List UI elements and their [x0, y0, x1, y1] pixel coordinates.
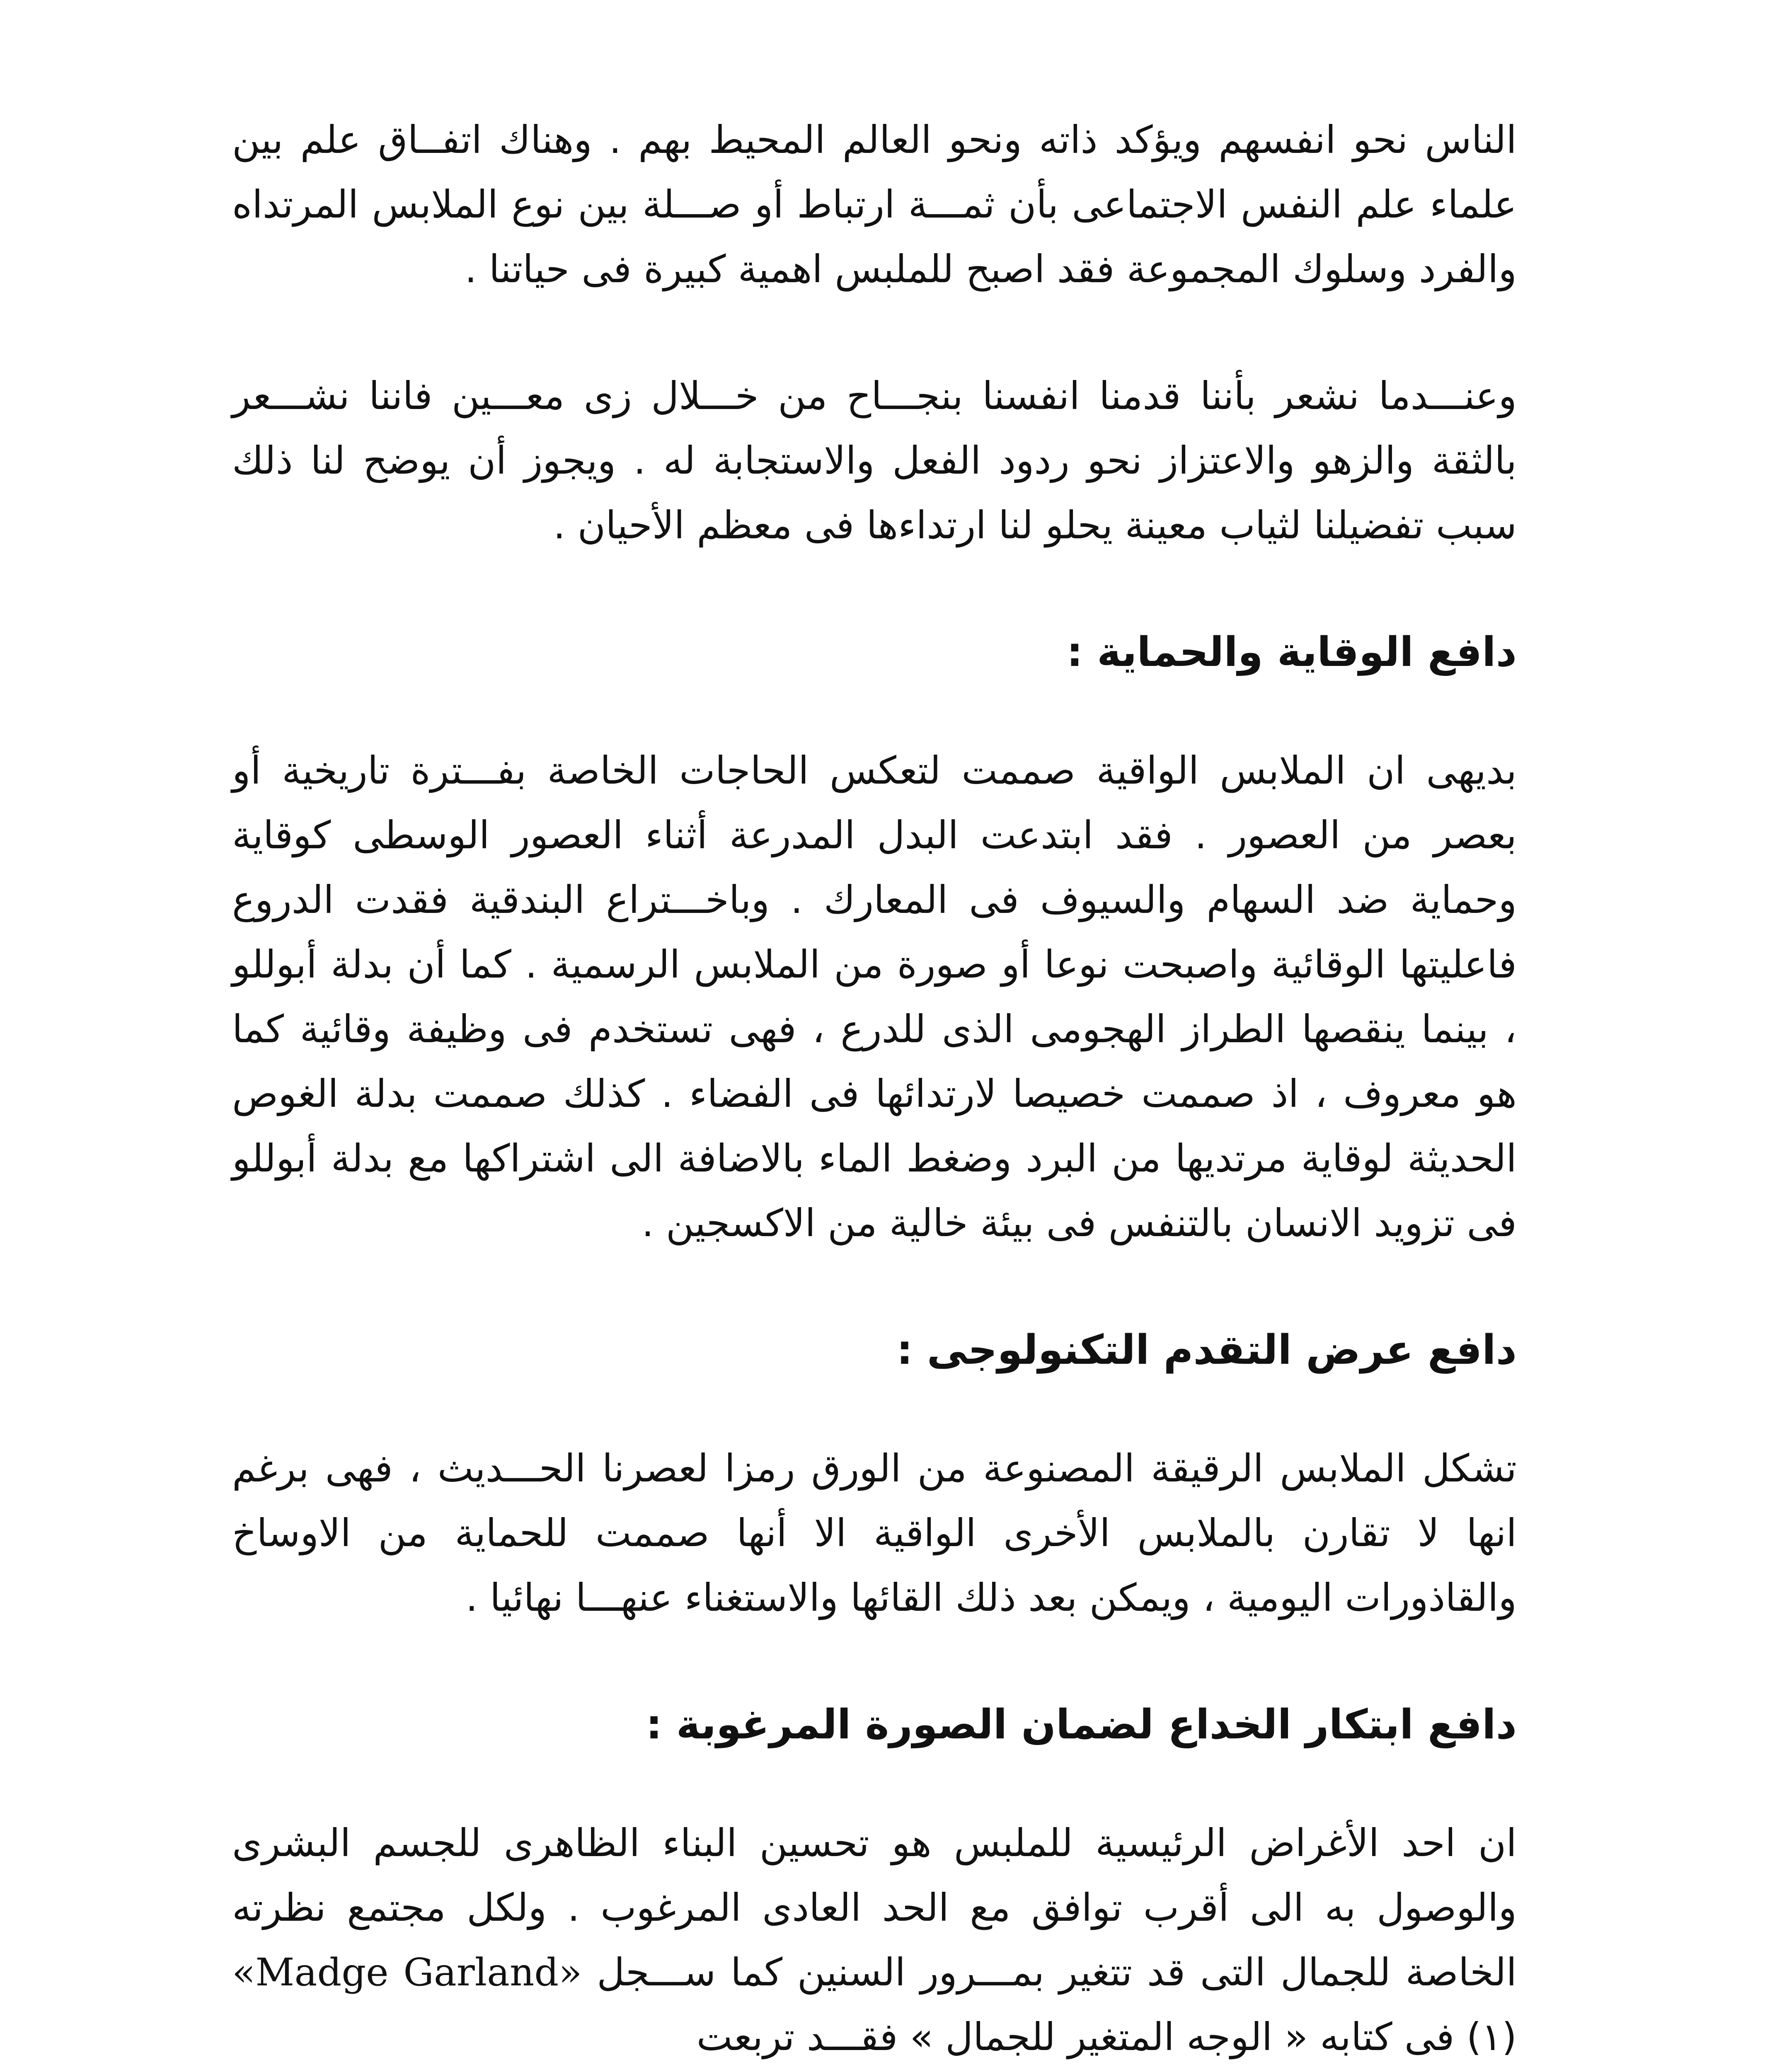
book-page [232, 108, 1517, 2072]
body-paragraph-2: وعنـــدما نشعر بأننا قدمنا انفسنا بنجـــاح من خـــلال زى معـــين فاننا نشـــعر بالثقة والزهو والاعتزاز نحو ردود الفعل والاستجابة له . ويجوز أن يوضح لنا ذلك سبب تفضيلنا لثياب معينة يحلو لنا ارتداءها فى معظم الأحيان . [232, 374, 1517, 547]
section-paragraph-illusion-closing: (١) فى كتابه « الوجه المتغير للجمال » فقـــد تربعت [696, 2015, 1517, 2059]
section-heading-illusion: دافع ابتكار الخداع لضمان الصورة المرغوبة : [646, 1701, 1517, 1748]
body-paragraph-1: الناس نحو انفسهم ويؤكد ذاته ونحو العالم المحيط بهم . وهناك اتفــاق علم بين علماء علم النفس الاجتماعى بأن ثمـــة ارتباط أو صـــلة بين نوع الملابس المرتداه والفرد وسلوك المجموعة فقد اصبح للملبس اهمية كبيرة فى حياتنا . [232, 118, 1517, 291]
section-paragraph-technology: تشكل الملابس الرقيقة المصنوعة من الورق رمزا لعصرنا الحـــديث ، فهى برغم انها لا تقارن بالملابس الأخرى الواقية الا أنها صممت للحماية من الاوساخ والقاذورات اليومية ، ويمكن بعد ذلك القائها والاستغناء عنهـــا نهائيا . [232, 1446, 1517, 1620]
section-paragraph-protection: بديهى ان الملابس الواقية صممت لتعكس الحاجات الخاصة بفـــترة تاريخية أو بعصر من العصور . فقد ابتدعت البدل المدرعة أثناء العصور الوسطى كوقاية وحماية ضد السهام والسيوف فى المعارك . وباخـــتراع البندقية فقدت الدروع فاعليتها الوقائية واصبحت نوعا أو صورة من الملابس الرسمية . كما أن بدلة أبوللو ، بينما ينقصها الطراز الهجومى الذى للدرع ، فهى تستخدم فى وظيفة وقائية كما هو معروف ، اذ صممت خصيصا لارتدائها فى الفضاء . كذلك صممت بدلة الغوص الحديثة لوقاية مرتديها من البرد وضغط الماء بالاضافة الى اشتراكها مع بدلة أبوللو فى تزويد الانسان بالتنفس فى بيئة خالية من الاكسجين . [232, 748, 1517, 1245]
section-paragraph-illusion-text: ان احد الأغراض الرئيسية للملبس هو تحسين البناء الظاهرى للجسم البشرى والوصول به الى أقرب توافق مع الحد العادى المرغوب . ولكل مجتمع نظرته الخاصة للجمال التى قد تتغير بمـــرور السنين كما ســـجل [232, 1821, 1517, 1995]
section-heading-technology: دافع عرض التقدم التكنولوجى : [896, 1326, 1517, 1374]
section-paragraph-illusion [232, 1811, 1517, 2070]
author-name-latin: «Madge Garland» [232, 1950, 582, 1995]
section-heading-protection: دافع الوقاية والحماية : [1066, 629, 1517, 676]
